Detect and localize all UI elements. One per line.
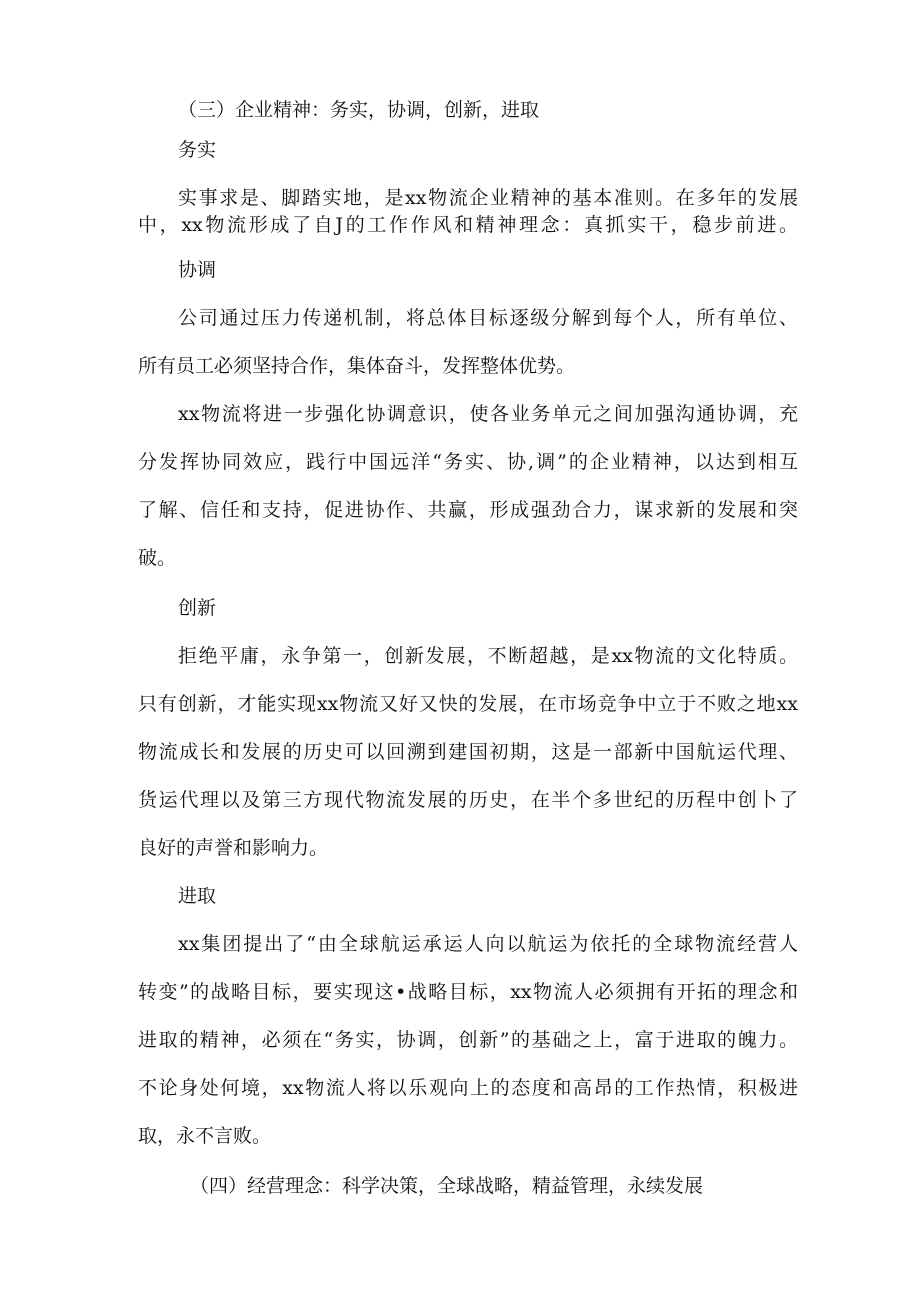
chuangxin-line-3: 物流成长和发展的历史可以回溯到建国初期，这是一部新中国航运代理、: [138, 741, 798, 763]
xietiao-line-3: xx物流将进一步强化协调意识，使各业务单元之间加强沟通协调，充: [178, 403, 798, 425]
section-3-title: （三）企业精神：务实，协调，创新，进取: [178, 99, 540, 121]
heading-jinqu: 进取: [178, 885, 217, 907]
xietiao-line-4: 分发挥协同效应，践行中国远洋“务实、协,调”的企业精神，以达到相互: [138, 451, 798, 473]
xietiao-line-2: 所有员工必须坚持合作，集体奋斗，发挥整体优势。: [138, 355, 576, 377]
wushi-line-2: 中，xx物流形成了自J的工作作风和精神理念：真抓实干，稳步前进。: [138, 214, 798, 236]
xietiao-line-6: 破。: [138, 547, 177, 569]
section-4-title: （四）经营理念：科学决策，全球战略，精益管理，永续发展: [190, 1175, 704, 1197]
jinqu-line-5: 取，永不言败。: [138, 1125, 272, 1147]
chuangxin-line-4: 货运代理以及第三方现代物流发展的历史，在半个多世纪的历程中创卜了: [138, 789, 798, 811]
wushi-line-1: 实事求是、脚踏实地，是xx物流企业精神的基本准则。在多年的发展: [178, 187, 798, 209]
jinqu-line-1: xx集团提出了“由全球航运承运人向以航运为依托的全球物流经营人: [178, 933, 798, 955]
heading-chuangxin: 创新: [178, 597, 217, 619]
xietiao-line-5: 了解、信任和支持，促进协作、共赢，形成强劲合力，谋求新的发展和突: [138, 499, 798, 521]
heading-xietiao: 协调: [178, 259, 217, 281]
xietiao-line-1: 公司通过压力传递机制，将总体目标逐级分解到每个人，所有单位、: [178, 307, 798, 329]
heading-wushi: 务实: [178, 139, 217, 161]
chuangxin-line-5: 良好的声誉和影响力。: [138, 837, 329, 859]
chuangxin-line-1: 拒绝平庸，永争第一，创新发展，不断超越，是xx物流的文化特质。: [178, 645, 798, 667]
jinqu-line-4: 不论身处何境，xx物流人将以乐观向上的态度和高昂的工作热情，积极进: [138, 1077, 798, 1099]
chuangxin-line-2: 只有创新，才能实现xx物流又好又快的发展，在市场竞争中立于不败之地xx: [138, 693, 798, 715]
jinqu-line-3: 进取的精神，必须在“务实，协调，创新”的基础之上，富于进取的魄力。: [138, 1029, 798, 1051]
jinqu-line-2: 转变”的战略目标，要实现这•战略目标，xx物流人必须拥有开拓的理念和: [138, 981, 798, 1003]
